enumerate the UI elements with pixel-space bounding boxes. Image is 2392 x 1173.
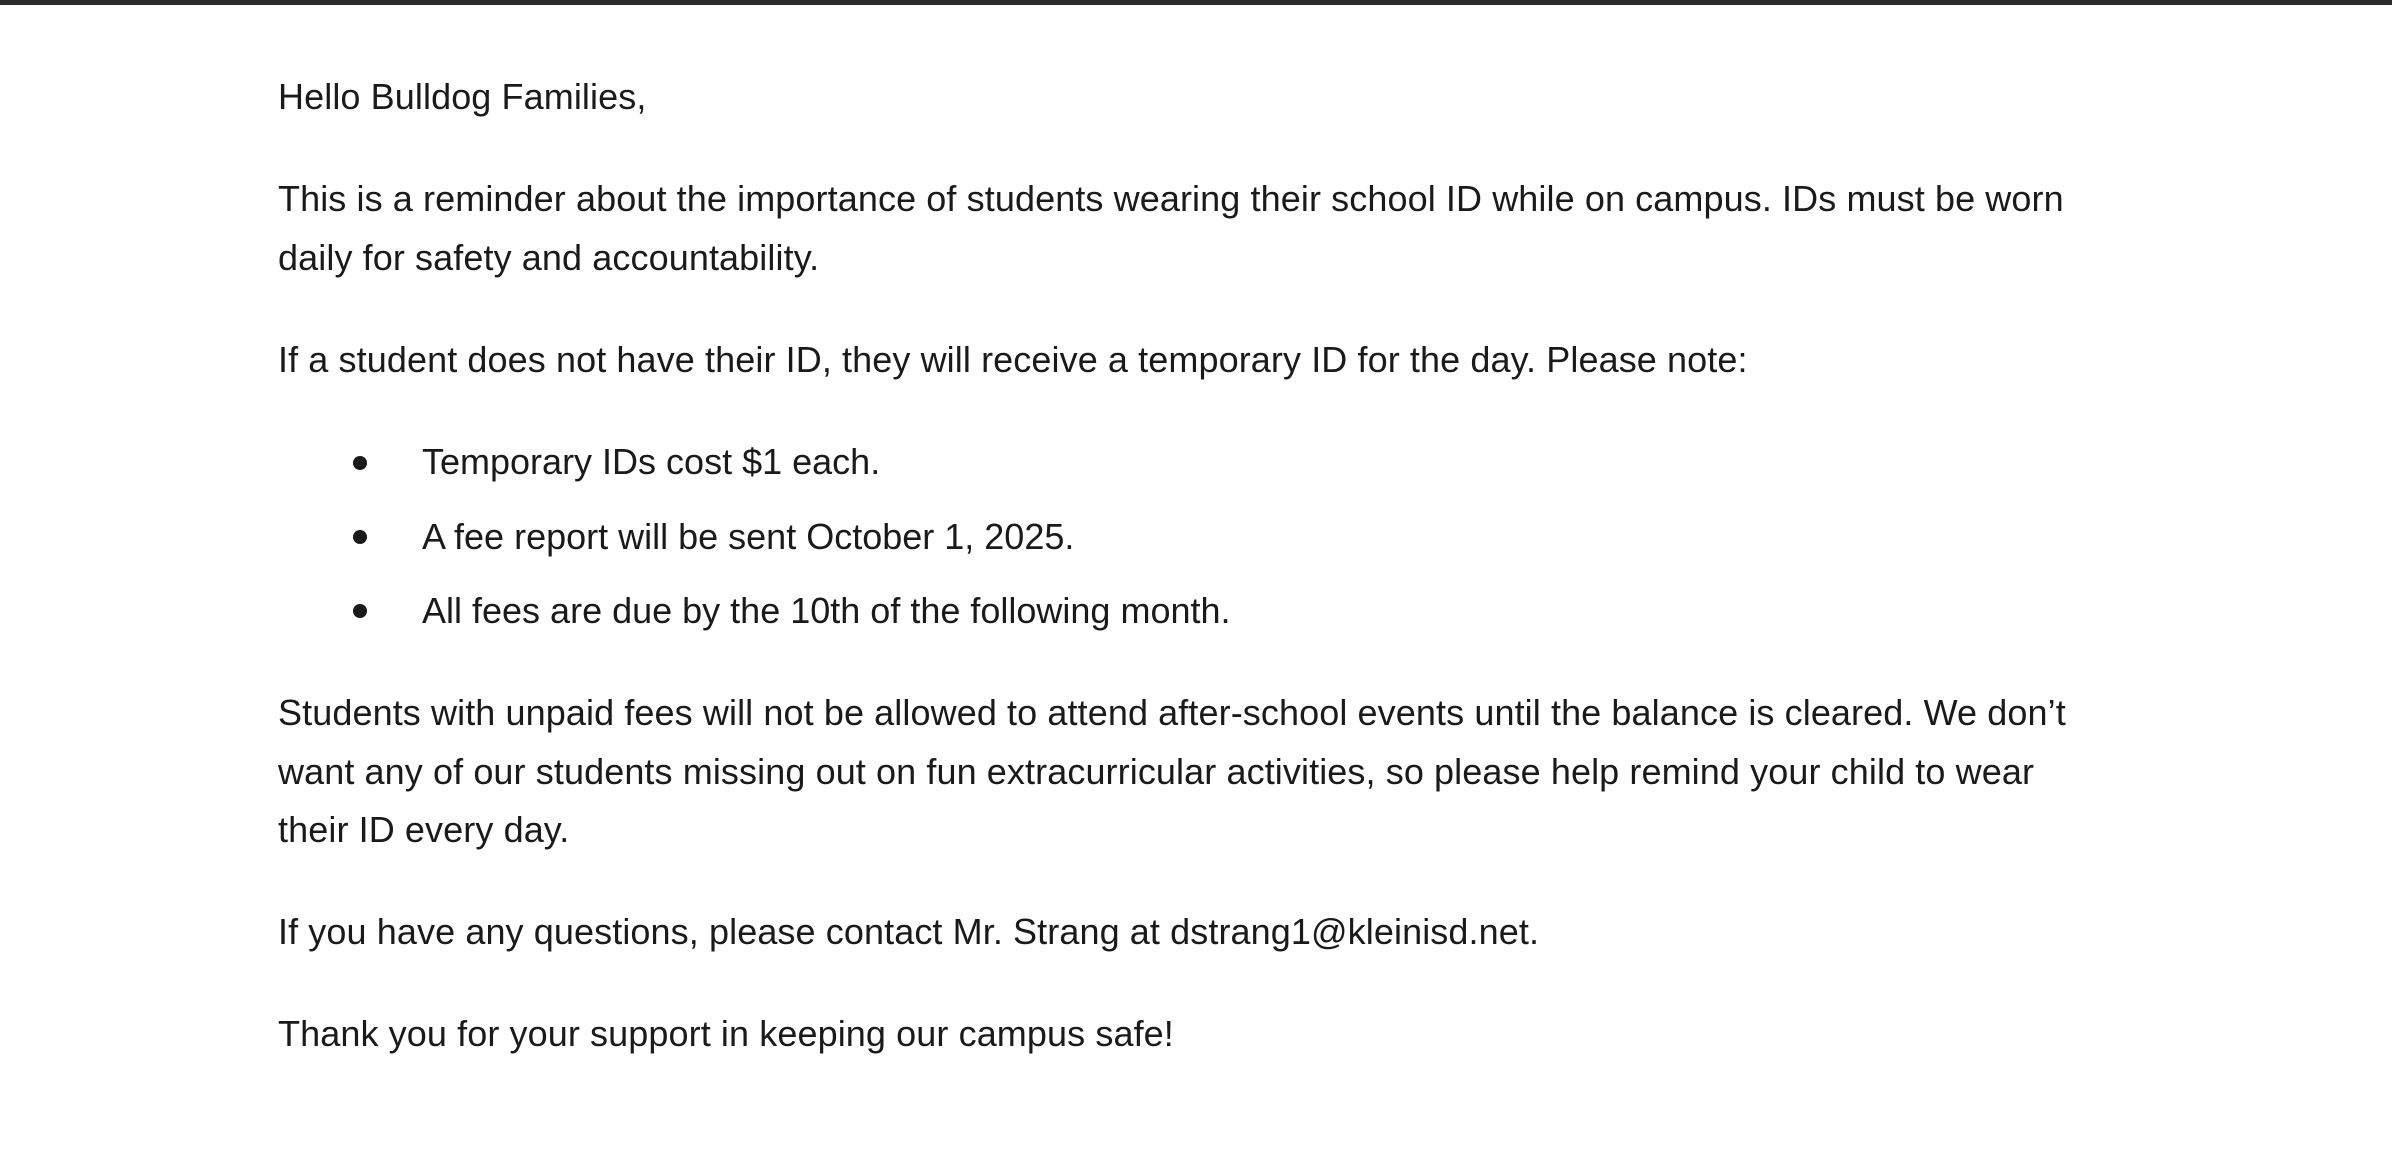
list-item-label: Temporary IDs cost $1 each. xyxy=(422,441,881,483)
bullet-dot-icon xyxy=(353,456,367,470)
reminder-paragraph: This is a reminder about the importance of students wearing their school ID while on campus. IDs must be worn daily for safety and accountability. xyxy=(278,178,2064,278)
document-body xyxy=(278,68,2128,1064)
list-item xyxy=(278,433,2128,491)
policy-bullet-list xyxy=(278,433,2128,640)
bullet-dot-icon xyxy=(353,530,367,544)
list-item-label: A fee report will be sent October 1, 2025. xyxy=(422,515,1075,557)
greeting-paragraph: Hello Bulldog Families, xyxy=(278,76,647,117)
closing-paragraph: Thank you for your support in keeping our campus safe! xyxy=(278,1013,1174,1055)
bullet-dot-icon xyxy=(353,604,367,618)
list-item xyxy=(278,508,2128,566)
list-item xyxy=(278,582,2128,640)
contact-paragraph: If you have any questions, please contact Mr. Strang at dstrang1@kleinisd.net. xyxy=(278,911,1540,953)
list-item-label: All fees are due by the 10th of the following month. xyxy=(422,589,1231,631)
temporary-id-intro-paragraph: If a student does not have their ID, they will receive a temporary ID for the day. Please note: xyxy=(278,338,1748,380)
unpaid-fees-paragraph: Students with unpaid fees will not be allowed to attend after-school events until the balance is cleared. We don’t want any of our students missing out on fun extracurricular activities, so please help remind your child to wear their ID every day. xyxy=(278,692,2066,850)
page-top-edge-rule xyxy=(0,0,2392,5)
